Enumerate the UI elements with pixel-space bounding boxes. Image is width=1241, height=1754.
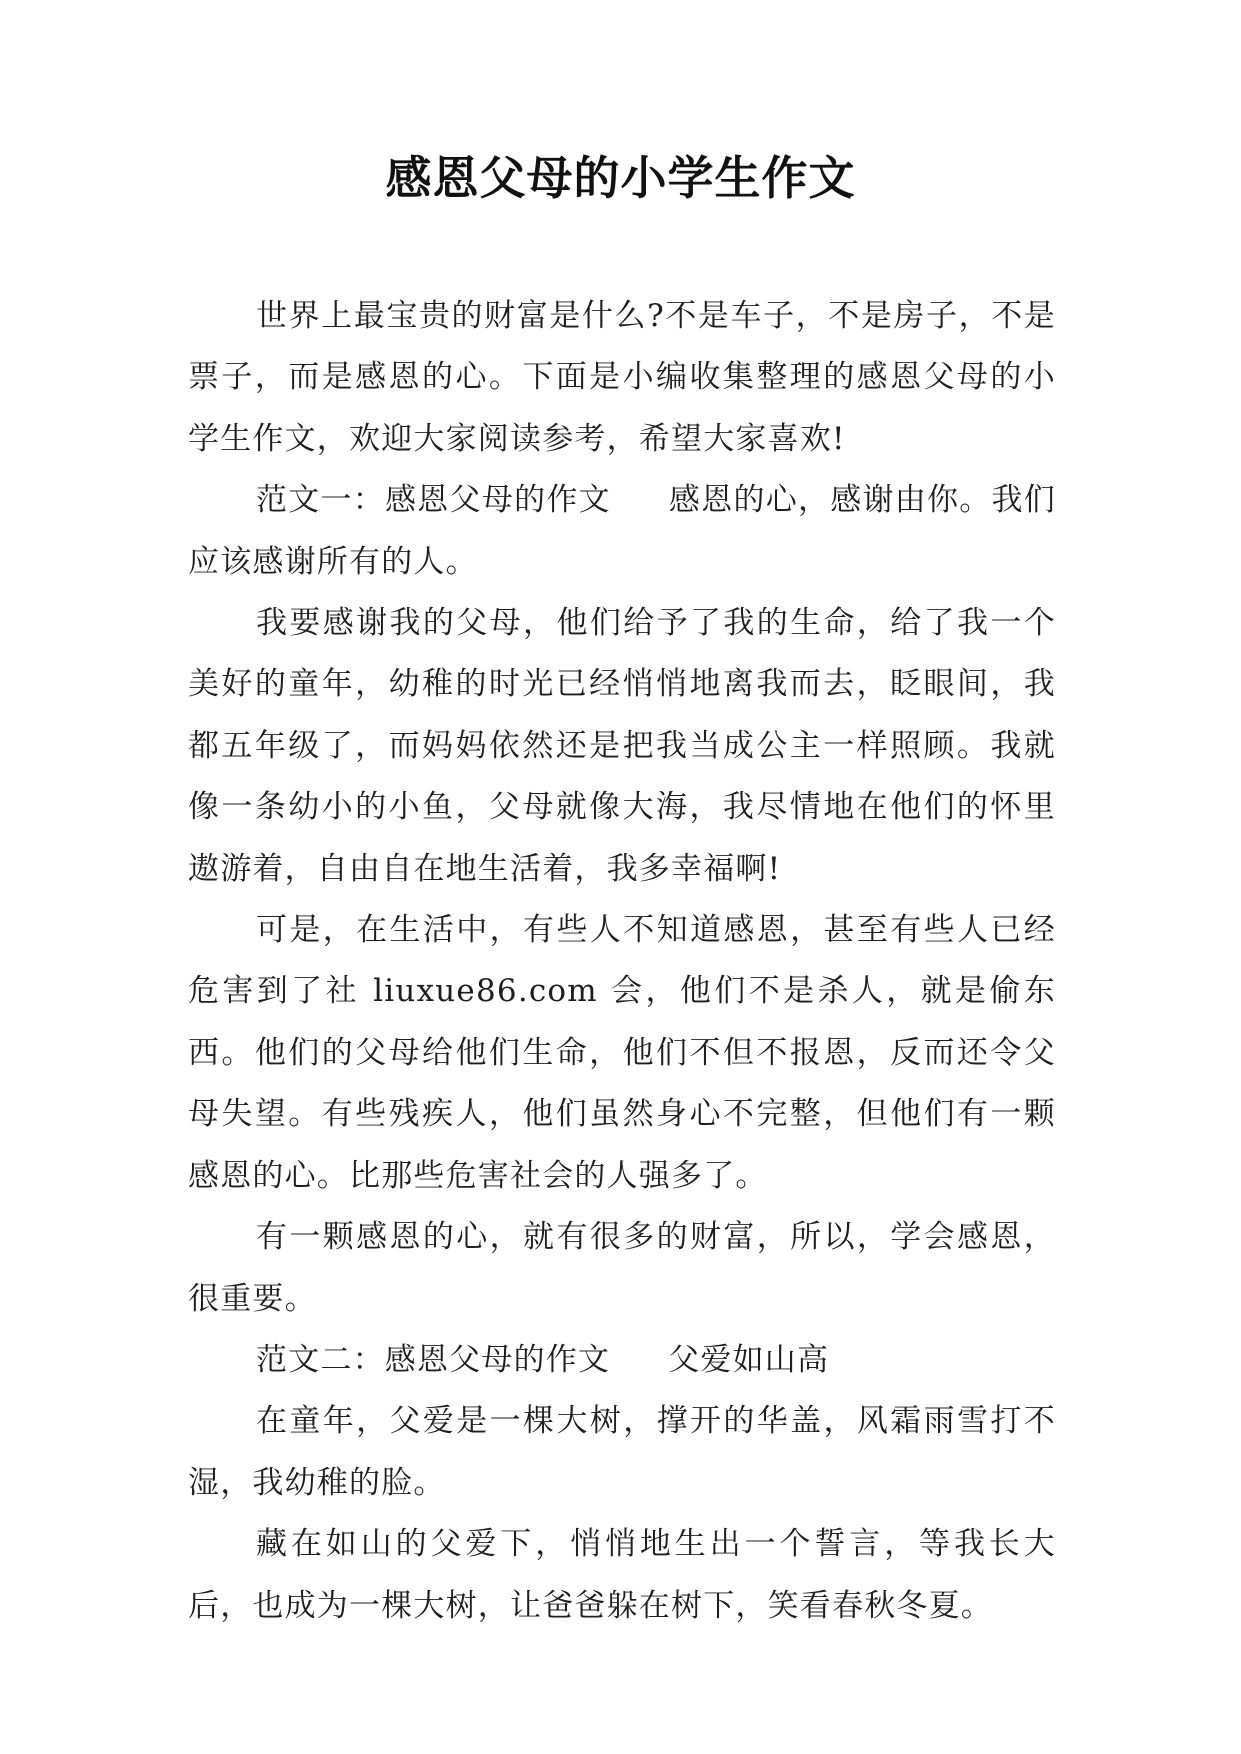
intro-paragraph: 世界上最宝贵的财富是什么?不是车子，不是房子，不是票子，而是感恩的心。下面是小编收集整理的感恩父母的小学生作文，欢迎大家阅读参考，希望大家喜欢! xyxy=(188,298,1056,457)
section-one-paragraph xyxy=(188,470,1056,593)
document-title: 感恩父母的小学生作文 xyxy=(385,151,856,205)
section-one-heading: 范文一：感恩父母的作文 xyxy=(256,482,611,519)
body-paragraph: 藏在如山的父爱下，悄悄地生出一个誓言，等我长大后，也成为一棵大树，让爸爸躲在树下，笑看春秋冬夏。 xyxy=(188,1526,1056,1624)
body-paragraph: 可是，在生活中，有些人不知道感恩，甚至有些人已经危害到了社 liuxue86.com 会，他们不是杀人，就是偷东西。他们的父母给他们生命，他们不但不报恩，反而还令父母失望。有些残疾人，他们虽然身心不完整，但他们有一颗感恩的心。比那些危害社会的人强多了。 xyxy=(188,912,1056,1194)
section-two-paragraph xyxy=(188,1330,1056,1391)
section-two-text: 父爱如山高 xyxy=(668,1341,830,1378)
section-two-heading: 范文二：感恩父母的作文 xyxy=(256,1341,611,1378)
body-paragraph: 我要感谢我的父母，他们给予了我的生命，给了我一个美好的童年，幼稚的时光已经悄悄地离我而去，眨眼间，我都五年级了，而妈妈依然还是把我当成公主一样照顾。我就像一条幼小的小鱼，父母就像大海，我尽情地在他们的怀里遨游着，自由自在地生活着，我多幸福啊! xyxy=(188,605,1056,887)
document-body xyxy=(188,286,1056,1637)
body-paragraph: 在童年，父爱是一棵大树，撑开的华盖，风霜雨雪打不湿，我幼稚的脸。 xyxy=(188,1403,1056,1501)
section-one-text: 感恩的心，感谢由你。我们应该感谢所有的人。 xyxy=(188,482,1056,580)
body-paragraph: 有一颗感恩的心，就有很多的财富，所以，学会感恩，很重要。 xyxy=(188,1219,1056,1317)
